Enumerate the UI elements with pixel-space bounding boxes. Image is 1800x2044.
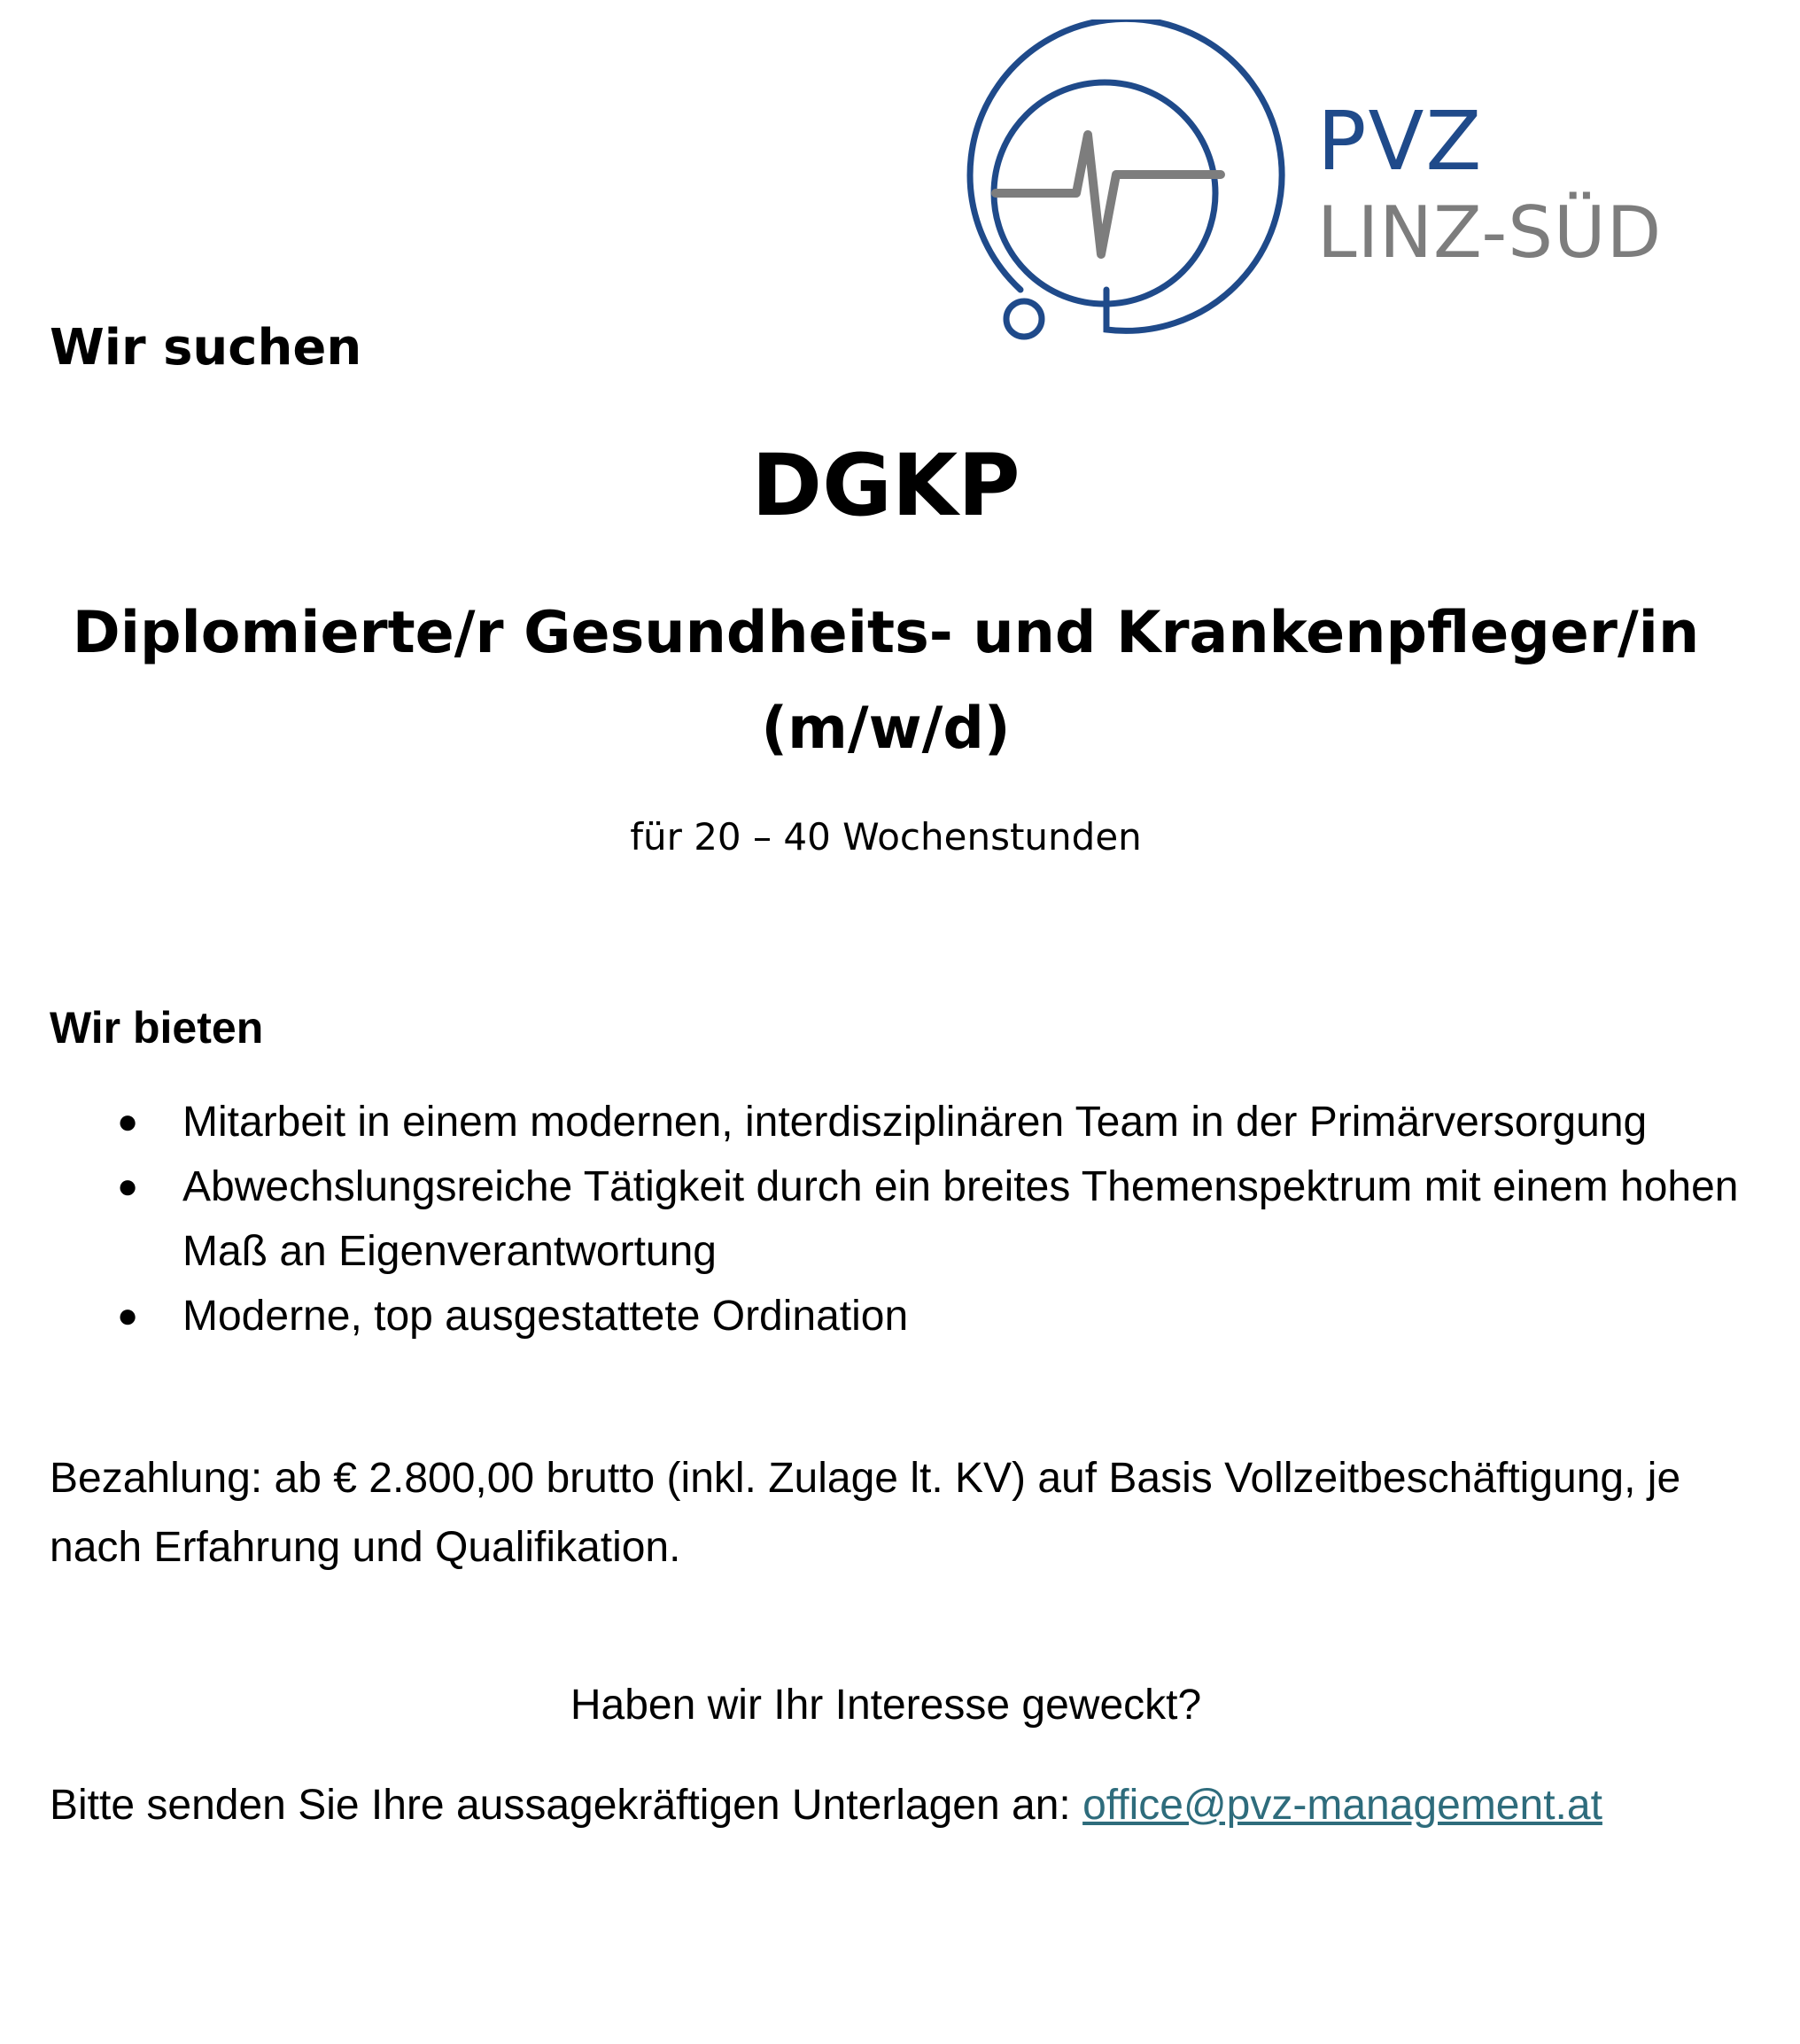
contact-text: Bitte senden Sie Ihre aussagekräftigen Unterlagen an: bbox=[50, 1782, 1083, 1829]
bullet-icon: ● bbox=[117, 1296, 139, 1335]
contact-line bbox=[50, 1775, 1750, 1837]
bullet-icon: ● bbox=[117, 1102, 139, 1141]
offer-heading: Wir bieten bbox=[50, 1003, 264, 1053]
weekly-hours: für 20 – 40 Wochenstunden bbox=[630, 815, 1142, 859]
payment-info: Bezahlung: ab € 2.800,00 brutto (inkl. Zulage lt. KV) auf Basis Vollzeitbeschäftigung, je nach Erfahrung und Qualifikation. bbox=[50, 1455, 1681, 1571]
benefits-list bbox=[50, 1090, 1750, 1348]
pvz-logo bbox=[939, 19, 1710, 349]
list-item bbox=[50, 1154, 1750, 1284]
list-item bbox=[50, 1090, 1750, 1154]
email-link[interactable]: office@pvz-management.at bbox=[1082, 1782, 1602, 1829]
list-item-text: Mitarbeit in einem modernen, interdisziplinären Team in der Primärversorgung bbox=[182, 1099, 1648, 1146]
list-item-text: Moderne, top ausgestattete Ordination bbox=[182, 1293, 909, 1340]
intro-heading: Wir suchen bbox=[50, 319, 362, 377]
heartbeat-stethoscope-icon bbox=[939, 19, 1311, 349]
job-title: Diplomierte/r Gesundheits- und Krankenpfleger/in bbox=[72, 600, 1700, 666]
list-item-text: Abwechslungsreiche Tätigkeit durch ein breites Themenspektrum mit einem hohen Maß an Eigenverantwortung bbox=[182, 1163, 1739, 1275]
logo-text-pvz: PVZ bbox=[1317, 94, 1484, 189]
list-item bbox=[50, 1284, 1750, 1348]
interest-question: Haben wir Ihr Interesse geweckt? bbox=[570, 1682, 1202, 1729]
gender-note: (m/w/d) bbox=[761, 696, 1011, 762]
bullet-icon: ● bbox=[117, 1167, 139, 1206]
logo-text-linz-sued: LINZ-SÜD bbox=[1317, 191, 1663, 274]
job-abbreviation: DGKP bbox=[751, 436, 1020, 535]
